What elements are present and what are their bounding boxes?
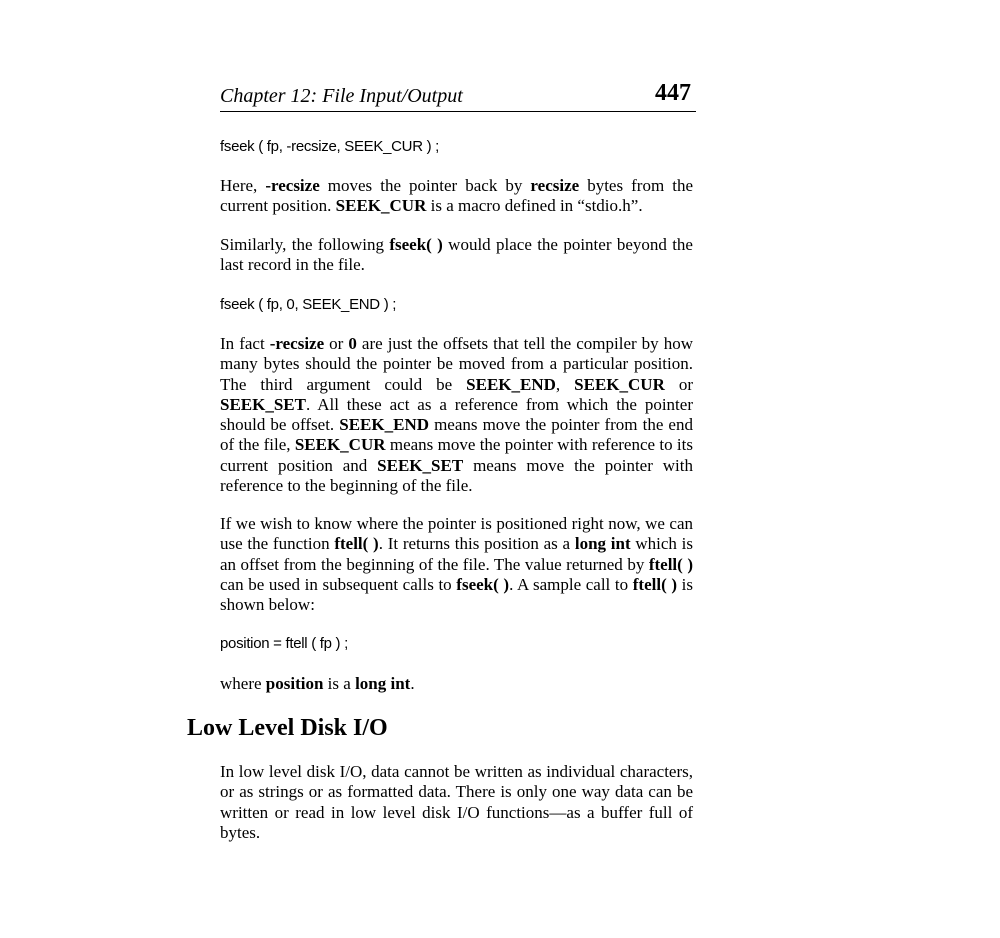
paragraph-similarly: Similarly, the following fseek( ) would place the pointer beyond the last record in the file.	[220, 235, 693, 275]
paragraph-offsets: In fact -recsize or 0 are just the offsets that tell the compiler by how many bytes should the pointer be moved from a particular position. The third argument could be SEEK_END, SEEK_CUR or SEEK_SET. All these act as a reference from which the pointer should be offset. SEEK_END means move the pointer from the end of the file, SEEK_CUR means move the pointer with reference to its current position and SEEK_SET means move the pointer with reference to the beginning of the file.	[220, 334, 694, 496]
section-heading: Low Level Disk I/O	[187, 715, 388, 741]
code-fseek-seek-cur: fseek ( fp, -recsize, SEEK_CUR ) ;	[220, 138, 440, 155]
paragraph-ftell: If we wish to know where the pointer is positioned right now, we can use the function ftell( ). It returns this position as a long int which is an offset from the beginning of the file. The value returned by ftell( ) can be used in subsequent calls to fseek( ). A sample call to ftell( ) is shown below:	[220, 514, 693, 615]
code-ftell: position = ftell ( fp ) ;	[220, 635, 348, 652]
code-fseek-seek-end: fseek ( fp, 0, SEEK_END ) ;	[220, 296, 397, 313]
page-number: 447	[655, 80, 691, 106]
paragraph-low-level-io: In low level disk I/O, data cannot be written as individual characters, or as strings or as formatted data. There is only one way data can be written or read in low level disk I/O functions—as a buffer full of bytes.	[220, 762, 693, 842]
paragraph-recsize: Here, -recsize moves the pointer back by recsize bytes from the current position. SEEK_CUR is a macro defined in “stdio.h”.	[220, 176, 693, 216]
chapter-title: Chapter 12: File Input/Output	[220, 85, 463, 107]
page-header	[220, 80, 696, 112]
paragraph-position: where position is a long int.	[220, 674, 415, 693]
